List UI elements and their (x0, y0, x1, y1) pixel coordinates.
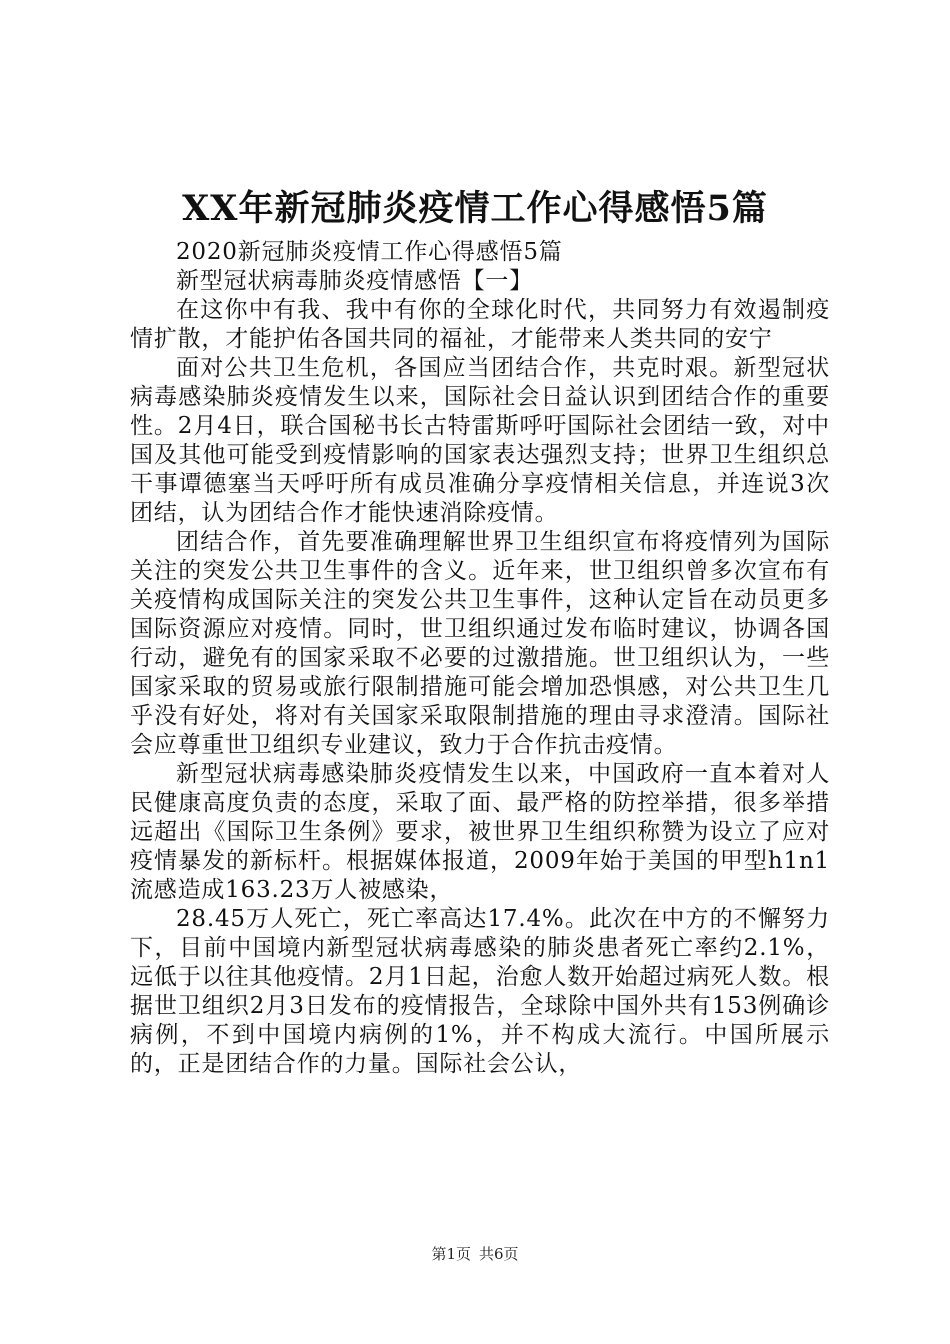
body-paragraph: 28.45万人死亡，死亡率高达17.4%。此次在中方的不懈努力下，目前中国境内新型冠状病毒感染的肺炎患者死亡率约2.1%，远低于以往其他疫情。2月1日起，治愈人数开始超过病死人数。根据世卫组织2月3日发布的疫情报告，全球除中国外共有153例确诊病例，不到中国境内病例的1%，并不构成大流行。中国所展示的，正是团结合作的力量。国际社会公认， (130, 906, 830, 1077)
section-heading: 新型冠状病毒肺炎疫情感悟【一】 (176, 268, 533, 294)
page-number: 第1页 (431, 1245, 471, 1263)
subtitle-line: 2020新冠肺炎疫情工作心得感悟5篇 (176, 239, 563, 265)
body-paragraph: 新型冠状病毒感染肺炎疫情发生以来，中国政府一直本着对人民健康高度负责的态度，采取了面、最严格的防控举措，很多举措远超出《国际卫生条例》要求，被世界卫生组织称赞为设立了应对疫情暴发的新标杆。根据媒体报道，2009年始于美国的甲型h1n1流感造成163.23万人被感染， (130, 761, 830, 903)
page-total: 共6页 (479, 1245, 519, 1263)
page-footer (0, 1243, 950, 1265)
body-paragraph: 面对公共卫生危机，各国应当团结合作，共克时艰。新型冠状病毒感染肺炎疫情发生以来，国际社会日益认识到团结合作的重要性。2月4日，联合国秘书长古特雷斯呼吁国际社会团结一致，对中国及其他可能受到疫情影响的国家表达强烈支持；世界卫生组织总干事谭德塞当天呼吁所有成员准确分享疫情相关信息，并连说3次团结，认为团结合作才能快速消除疫情。 (130, 355, 830, 526)
document-body (130, 238, 830, 1079)
body-paragraph: 团结合作，首先要准确理解世界卫生组织宣布将疫情列为国际关注的突发公共卫生事件的含义。近年来，世卫组织曾多次宣布有关疫情构成国际关注的突发公共卫生事件，这种认定旨在动员更多国际资源应对疫情。同时，世卫组织通过发布临时建议，协调各国行动，避免有的国家采取不必要的过激措施。世卫组织认为，一些国家采取的贸易或旅行限制措施可能会增加恐惧感，对公共卫生几乎没有好处，将对有关国家采取限制措施的理由寻求澄清。国际社会应尊重世卫组织专业建议，致力于合作抗击疫情。 (130, 529, 830, 758)
document-title: XX年新冠肺炎疫情工作心得感悟5篇 (182, 188, 768, 229)
body-paragraph: 在这你中有我、我中有你的全球化时代，共同努力有效遏制疫情扩散，才能护佑各国共同的福祉，才能带来人类共同的安宁 (130, 297, 830, 352)
